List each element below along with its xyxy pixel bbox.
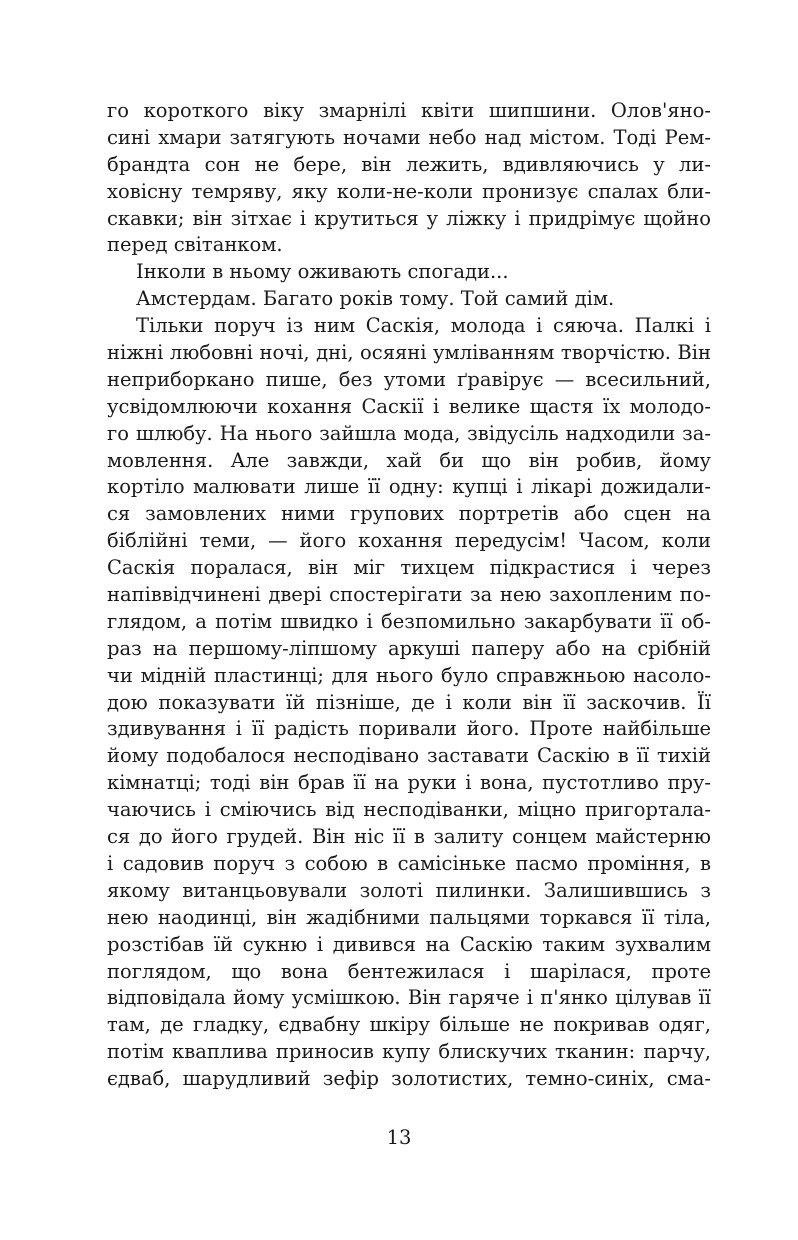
text-line: мовлення. Але завжди, хай би що він робив, йому [107, 448, 711, 472]
paragraph [107, 286, 711, 313]
text-line: скавки; він зітхає і крутиться у ліжку і придрімує щойно [107, 206, 711, 230]
text-line: напіввідчинені двері спостерігати за нею захопленим по- [107, 583, 711, 607]
text-line: ховісну темряву, яку коли-не-коли пронизує спалах бли- [107, 179, 711, 203]
text-line: потім кваплива приносив купу блискучих тканин: парчу, [107, 1040, 711, 1064]
text-line: Амстердам. Багато років тому. Той самий дім. [136, 287, 615, 311]
text-line: поглядом, що вона бентежилася і шарілася, проте [107, 959, 711, 983]
page-number: 13 [386, 1126, 412, 1149]
paragraph [107, 98, 711, 259]
text-line: кортіло малювати лише її одну: купці і лікарі дожидали- [107, 475, 711, 499]
text-line: чи мідній пластинці; для нього було справжньою насоло- [107, 663, 711, 687]
text-line: Саскія поралася, він міг тихцем підкрастися і через [107, 556, 711, 580]
text-line: брандта сон не бере, він лежить, вдивляючись у ли- [107, 152, 711, 176]
text-line: раз на першому-ліпшому аркуші паперу або на срібній [107, 636, 711, 660]
text-line: кімнатці; тоді він брав її на руки і вона, пустотливо пру- [107, 771, 711, 795]
text-line: дою показувати їй пізніше, де і коли він її заскочив. Її [107, 690, 711, 714]
paragraph [107, 259, 711, 286]
text-line: усвідомлюючи кохання Саскії і велике щастя їх молодо- [107, 394, 711, 418]
text-line: глядом, а потім швидко і безпомильно закарбувати її об- [107, 609, 711, 633]
text-line: нею наодинці, він жадібними пальцями торкався її тіла, [107, 905, 711, 929]
text-line: перед світанком. [107, 233, 283, 257]
text-line: йому подобалося несподівано заставати Саскію в її тихій [107, 744, 711, 768]
paragraph [107, 313, 711, 1093]
text-line: здивування і її радість поривали його. Проте найбільше [107, 717, 711, 741]
text-line: якому витанцьовували золоті пилинки. Залишившись з [107, 878, 711, 902]
text-line: го шлюбу. На нього зайшла мода, звідусіль надходили за- [107, 421, 711, 445]
text-line: го короткого віку змарнілі квіти шипшини. Олов'яно- [107, 99, 711, 122]
text-line: Інколи в ньому оживають спогади... [136, 260, 509, 284]
page-body-text [107, 98, 711, 1093]
text-line: там, де гладку, єдвабну шкіру більше не покривав одяг, [107, 1013, 711, 1037]
text-line: ся замовлених ними групових портретів або сцен на [107, 502, 711, 526]
text-line: Тільки поруч із ним Саскія, молода і сяюча. Палкі і [136, 314, 711, 338]
text-line: відповідала йому усмішкою. Він гаряче і п'янко цілував її [107, 986, 711, 1010]
text-line: розстібав їй сукню і дивився на Саскію таким зухвалим [107, 932, 711, 956]
text-line: неприборкано пише, без утоми ґравірує — всесильний, [107, 367, 711, 391]
text-line: ся до його грудей. Він ніс її в залиту сонцем майстерню [107, 825, 711, 849]
text-line: ніжні любовні ночі, дні, осяяні умліванням творчістю. Він [107, 341, 711, 365]
text-line: чаючись і сміючись від несподіванки, міцно пригортала- [107, 798, 711, 822]
text-line: єдваб, шарудливий зефір золотистих, темно-синіх, сма- [107, 1067, 711, 1091]
text-line: біблійні теми, — його кохання передусім! Часом, коли [107, 529, 711, 553]
text-line: і садовив поруч з собою в самісіньке пасмо проміння, в [107, 851, 711, 875]
text-line: сині хмари затягують ночами небо над містом. Тоді Рем- [107, 125, 711, 149]
